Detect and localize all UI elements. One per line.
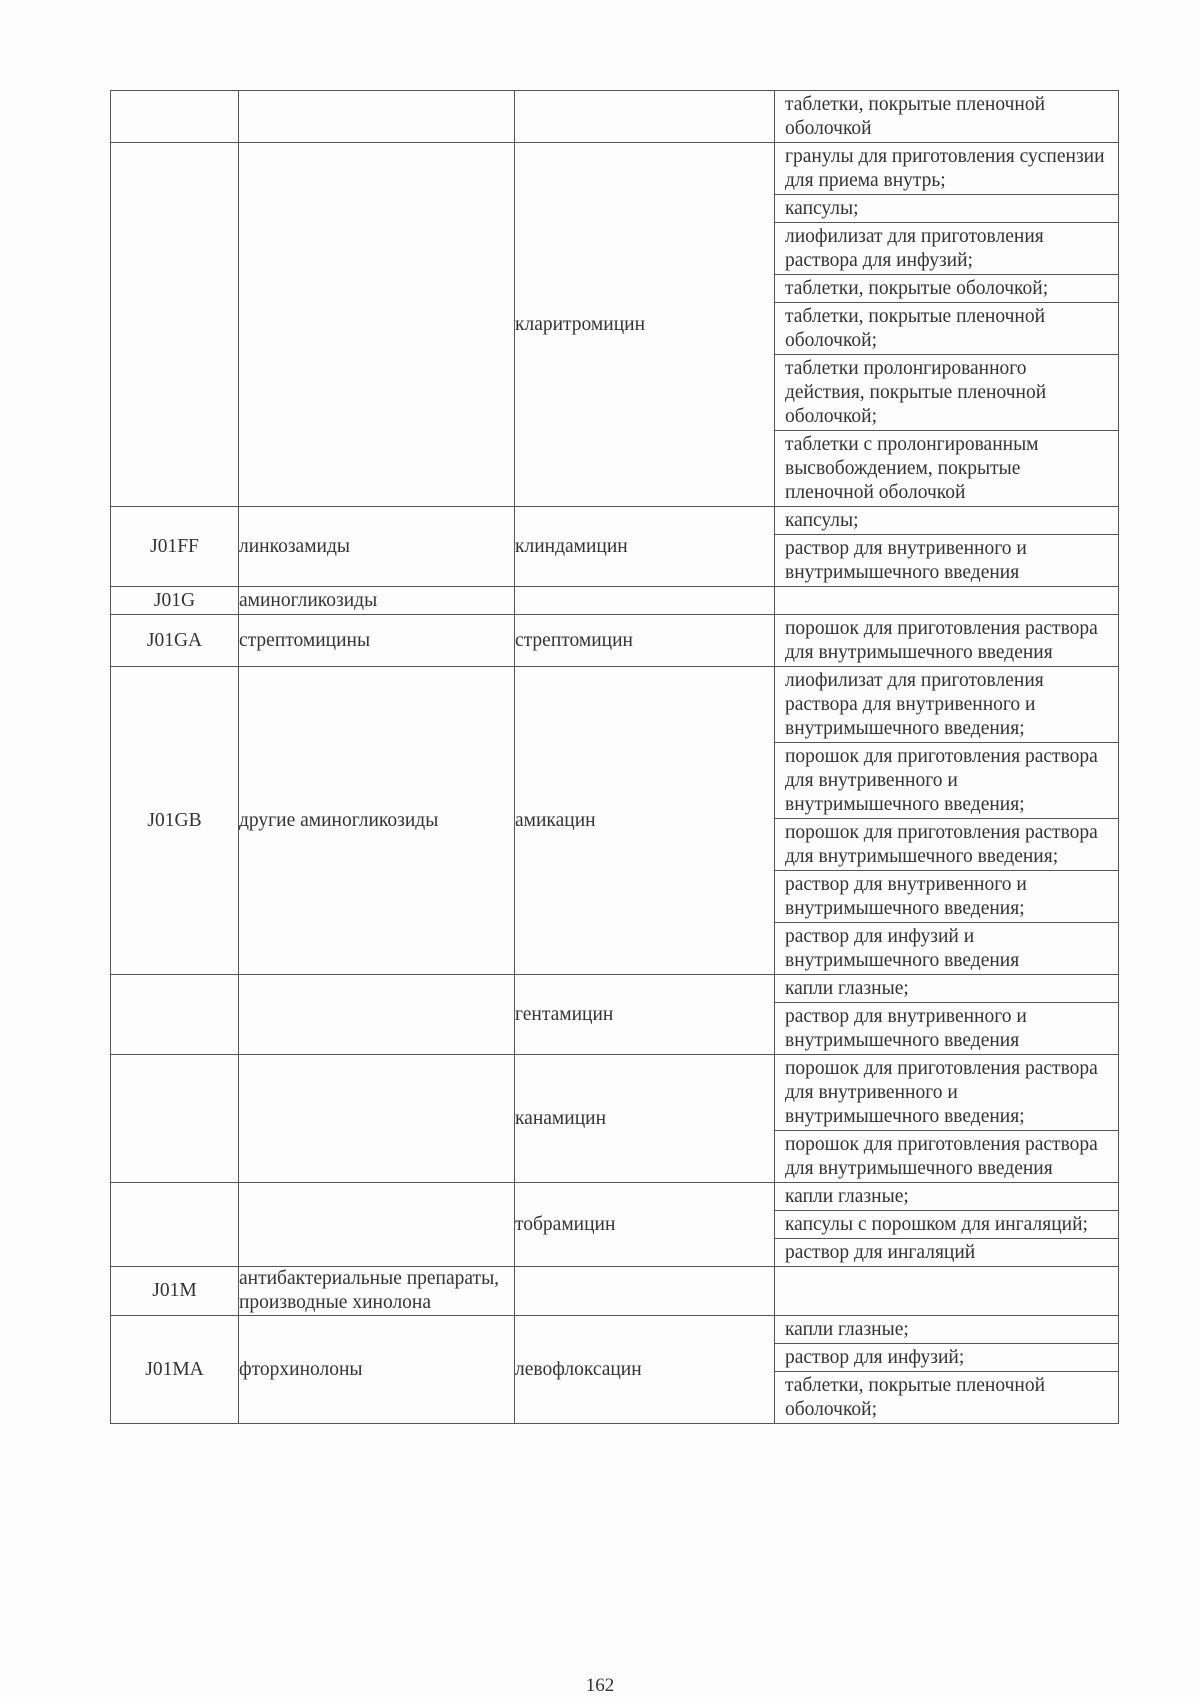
dosage-form-item: раствор для внутривенного и внутримышечного введения; xyxy=(775,870,1118,922)
dosage-forms-cell xyxy=(775,1183,1119,1267)
dosage-forms-cell xyxy=(775,1267,1119,1316)
dosage-form-item: раствор для инфузий; xyxy=(775,1343,1118,1371)
dosage-form-item: гранулы для приготовления суспензии для приема внутрь; xyxy=(785,146,1105,191)
dosage-forms-list xyxy=(775,587,1118,614)
drug-name-cell xyxy=(515,91,775,143)
dosage-forms-list xyxy=(775,507,1118,586)
dosage-form-item: таблетки, покрытые пленочной оболочкой; xyxy=(775,302,1118,354)
table-row xyxy=(111,667,1119,975)
dosage-form-item: порошок для приготовления раствора для внутримышечного введения; xyxy=(775,818,1118,870)
dosage-form-item: порошок для приготовления раствора для внутривенного и внутримышечного введения; xyxy=(785,1058,1098,1127)
medication-table-body xyxy=(111,91,1119,1424)
table-row xyxy=(111,143,1119,507)
dosage-form-item: капли глазные; xyxy=(785,1319,909,1340)
atc-code-cell: J01G xyxy=(111,587,239,615)
pharmacological-group-cell: аминогликозиды xyxy=(239,587,515,615)
dosage-form-item: раствор для инфузий и внутримышечного введения xyxy=(775,922,1118,974)
atc-code-cell xyxy=(111,975,239,1055)
table-row xyxy=(111,1183,1119,1267)
table-row xyxy=(111,975,1119,1055)
drug-name-cell: стрептомицин xyxy=(515,615,775,667)
table-row xyxy=(111,1316,1119,1424)
atc-code-cell: J01FF xyxy=(111,507,239,587)
atc-code-cell: J01M xyxy=(111,1267,239,1316)
dosage-forms-cell xyxy=(775,615,1119,667)
dosage-form-item: лиофилизат для приготовления раствора для внутривенного и внутримышечного введения; xyxy=(785,670,1044,739)
table-row xyxy=(111,507,1119,587)
dosage-form-item: порошок для приготовления раствора для внутривенного и внутримышечного введения; xyxy=(775,742,1118,818)
dosage-forms-cell xyxy=(775,143,1119,507)
dosage-form-item xyxy=(775,1278,1118,1305)
table-row xyxy=(111,91,1119,143)
dosage-form-item: раствор для внутривенного и внутримышечного введения xyxy=(775,1002,1118,1054)
dosage-form-item: таблетки, покрытые пленочной оболочкой xyxy=(785,94,1046,139)
drug-name-cell xyxy=(515,587,775,615)
pharmacological-group-cell: антибактериальные препараты, производные хинолона xyxy=(239,1267,515,1316)
atc-code-cell: J01MA xyxy=(111,1316,239,1424)
table-row xyxy=(111,1267,1119,1316)
atc-code-cell xyxy=(111,1183,239,1267)
dosage-forms-cell xyxy=(775,667,1119,975)
dosage-form-item: раствор для ингаляций xyxy=(775,1238,1118,1266)
dosage-forms-cell xyxy=(775,507,1119,587)
dosage-forms-list xyxy=(775,91,1118,142)
table-row xyxy=(111,1055,1119,1183)
dosage-forms-list xyxy=(775,143,1118,506)
drug-name-cell: амикацин xyxy=(515,667,775,975)
drug-name-cell xyxy=(515,1267,775,1316)
table-row xyxy=(111,615,1119,667)
table-row xyxy=(111,587,1119,615)
dosage-form-item: раствор для внутривенного и внутримышечного введения xyxy=(775,534,1118,586)
dosage-form-item: порошок для приготовления раствора для внутримышечного введения xyxy=(785,618,1098,663)
dosage-form-item: таблетки пролонгированного действия, покрытые пленочной оболочкой; xyxy=(775,354,1118,430)
atc-code-cell xyxy=(111,91,239,143)
pharmacological-group-cell xyxy=(239,91,515,143)
dosage-forms-list xyxy=(775,1055,1118,1182)
dosage-forms-list xyxy=(775,615,1118,666)
pharmacological-group-cell: линкозамиды xyxy=(239,507,515,587)
dosage-form-item: капсулы; xyxy=(785,510,859,531)
pharmacological-group-cell xyxy=(239,1183,515,1267)
dosage-form-item: лиофилизат для приготовления раствора для инфузий; xyxy=(775,222,1118,274)
dosage-form-item: порошок для приготовления раствора для внутримышечного введения xyxy=(775,1130,1118,1182)
pharmacological-group-cell: фторхинолоны xyxy=(239,1316,515,1424)
atc-code-cell xyxy=(111,1055,239,1183)
drug-name-cell: канамицин xyxy=(515,1055,775,1183)
dosage-form-item: капсулы с порошком для ингаляций; xyxy=(775,1210,1118,1238)
atc-code-cell xyxy=(111,143,239,507)
pharmacological-group-cell: стрептомицины xyxy=(239,615,515,667)
dosage-forms-list xyxy=(775,1183,1118,1266)
dosage-forms-cell xyxy=(775,1316,1119,1424)
dosage-form-item: таблетки, покрытые оболочкой; xyxy=(775,274,1118,302)
dosage-form-item: капли глазные; xyxy=(785,978,909,999)
atc-code-cell: J01GA xyxy=(111,615,239,667)
pharmacological-group-cell xyxy=(239,975,515,1055)
dosage-forms-cell xyxy=(775,587,1119,615)
dosage-form-item: таблетки, покрытые пленочной оболочкой; xyxy=(775,1371,1118,1423)
atc-code-cell: J01GB xyxy=(111,667,239,975)
dosage-forms-cell xyxy=(775,975,1119,1055)
dosage-forms-cell xyxy=(775,91,1119,143)
pharmacological-group-cell xyxy=(239,1055,515,1183)
dosage-forms-cell xyxy=(775,1055,1119,1183)
medication-table xyxy=(110,90,1119,1424)
page-number: 162 xyxy=(585,1675,615,1696)
drug-name-cell: кларитромицин xyxy=(515,143,775,507)
dosage-form-item: таблетки с пролонгированным высвобождением, покрытые пленочной оболочкой xyxy=(775,430,1118,506)
dosage-form-item xyxy=(775,587,1118,614)
dosage-forms-list xyxy=(775,667,1118,974)
drug-name-cell: клиндамицин xyxy=(515,507,775,587)
dosage-form-item: капсулы; xyxy=(775,194,1118,222)
drug-name-cell: левофлоксацин xyxy=(515,1316,775,1424)
drug-name-cell: тобрамицин xyxy=(515,1183,775,1267)
drug-name-cell: гентамицин xyxy=(515,975,775,1055)
dosage-forms-list xyxy=(775,975,1118,1054)
pharmacological-group-cell: другие аминогликозиды xyxy=(239,667,515,975)
dosage-form-item: капли глазные; xyxy=(785,1186,909,1207)
dosage-forms-list xyxy=(775,1278,1118,1305)
dosage-forms-list xyxy=(775,1316,1118,1423)
pharmacological-group-cell xyxy=(239,143,515,507)
